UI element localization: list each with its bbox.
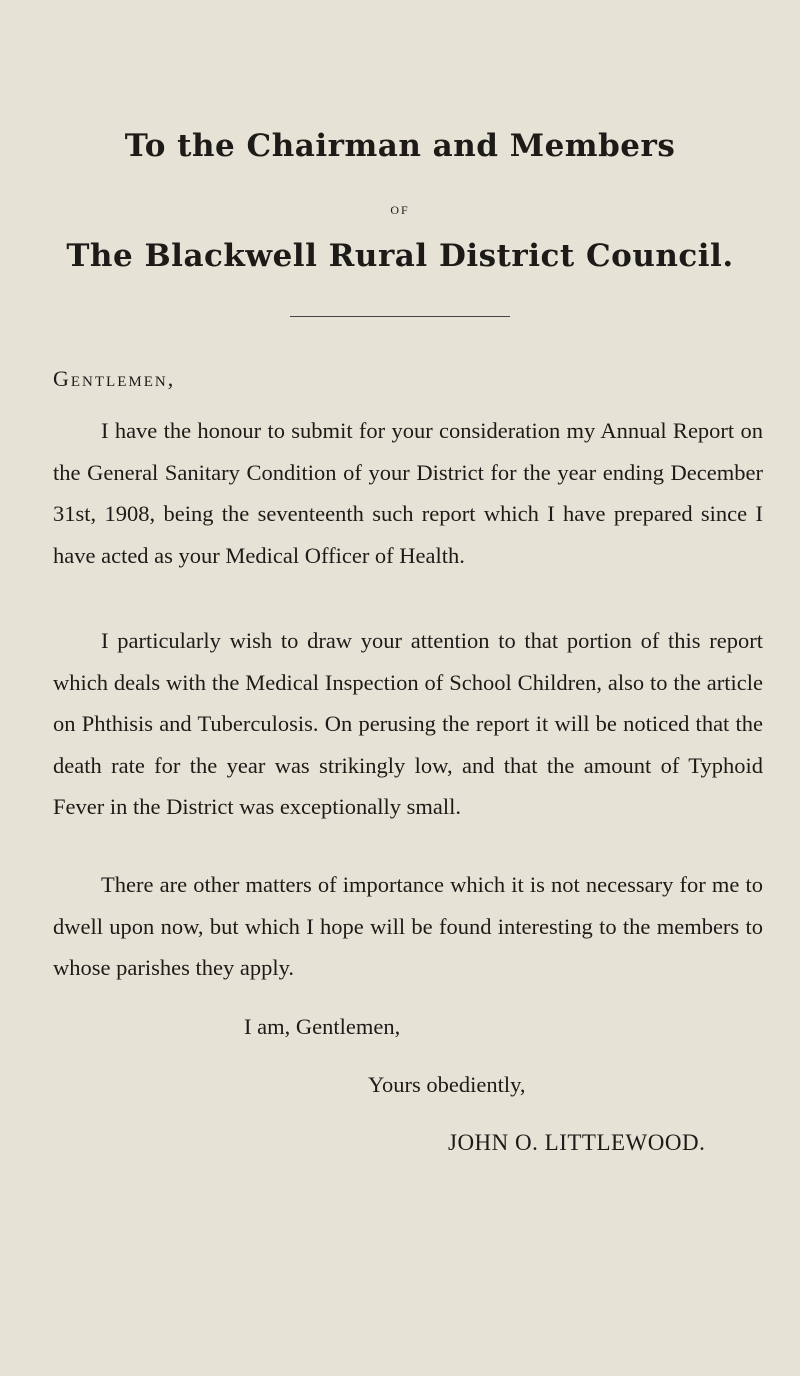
address-line-of: OF	[390, 203, 410, 217]
divider-rule	[290, 316, 510, 317]
valediction: Yours obediently,	[368, 1072, 526, 1097]
address-line-chairman: To the Chairman and Members	[124, 128, 676, 164]
salutation: Gentlemen,	[53, 366, 176, 391]
address-line-council: The Blackwell Rural District Council.	[66, 238, 734, 274]
body-paragraph-1: I have the honour to submit for your consideration my Annual Report on the General Sanitary Condition of your District for the year ending December 31st, 1908, being the seventeenth such report which I have prepared since I have acted as your Medical Officer of Health.	[53, 418, 763, 568]
signature-name: JOHN O. LITTLEWOOD.	[448, 1130, 706, 1155]
body-paragraph-2: I particularly wish to draw your attention to that portion of this report which deals with the Medical Inspection of School Children, also to the article on Phthisis and Tuberculosis. On perusing the report it will be noticed that the death rate for the year was strikingly low, and that the amount of Typhoid Fever in the District was exceptionally small.	[53, 628, 763, 819]
closing-line: I am, Gentlemen,	[244, 1014, 401, 1039]
body-paragraph-3: There are other matters of importance which it is not necessary for me to dwell upon now, but which I hope will be found interesting to the members to whose parishes they apply.	[53, 872, 763, 980]
